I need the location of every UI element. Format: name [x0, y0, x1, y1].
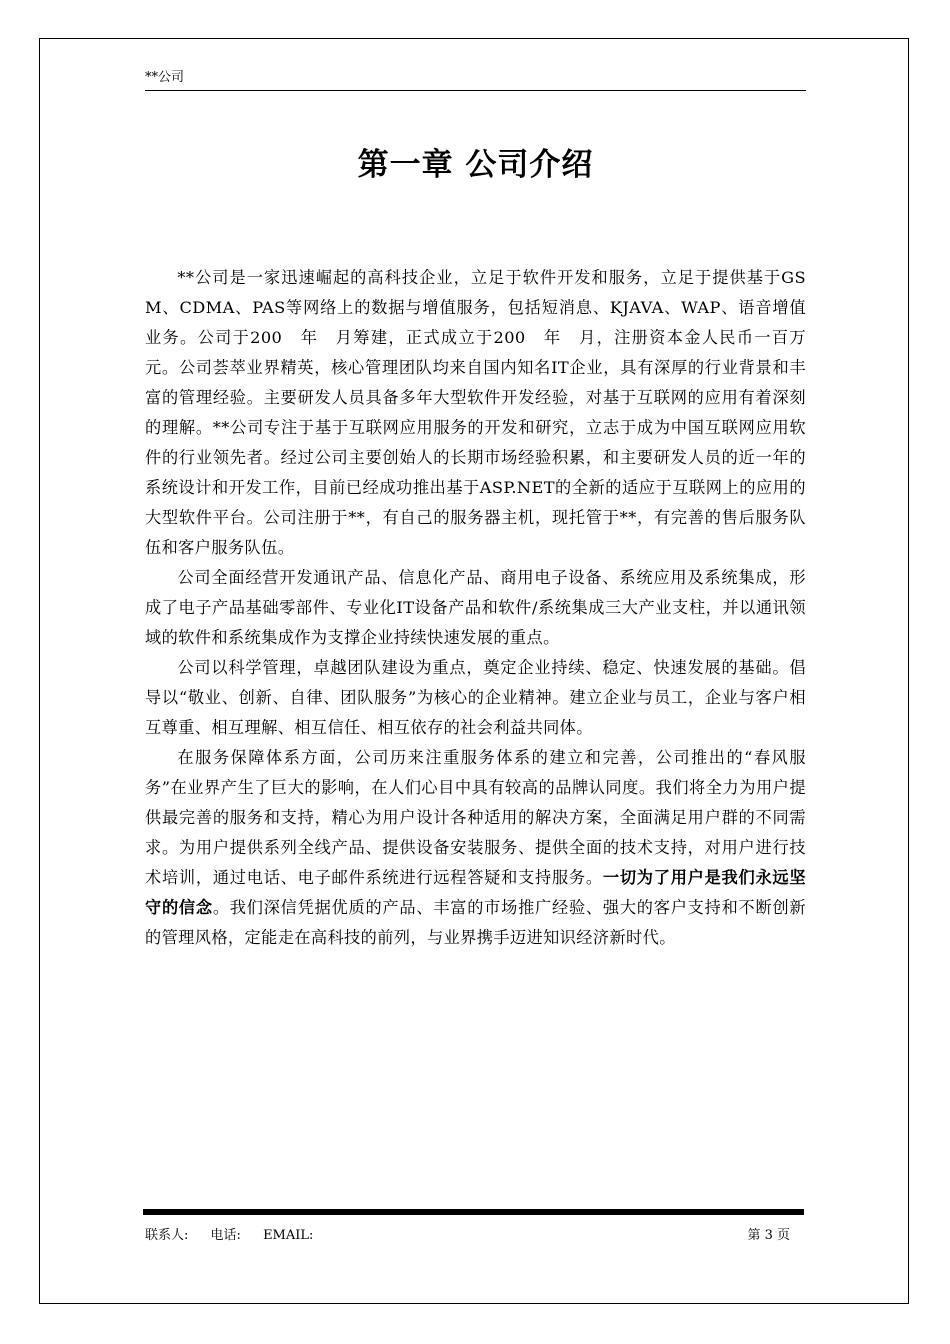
- paragraph-2-text: 公司全面经营开发通讯产品、信息化产品、商用电子设备、系统应用及系统集成，形成了电子产品基础零部件、专业化IT设备产品和软件/系统集成三大产业支柱，并以通讯领域的软件和系统集成作为支撑企业持续快速发展的重点。: [145, 568, 806, 647]
- footer-rule: [143, 1209, 804, 1215]
- paragraph-1: [145, 263, 806, 563]
- header-company: **公司: [145, 70, 185, 85]
- footer-page-number: 第 3 页: [747, 1228, 790, 1243]
- footer-email-label: EMAIL:: [263, 1228, 314, 1243]
- paragraph-3-text: 公司以科学管理，卓越团队建设为重点，奠定企业持续、稳定、快速发展的基础。倡导以“敬业、创新、自律、团队服务”为核心的企业精神。建立企业与员工，企业与客户相互尊重、相互理解、相互信任、相互依存的社会利益共同体。: [145, 658, 806, 737]
- paragraph-2: [145, 563, 806, 653]
- page-header: [145, 68, 806, 91]
- footer-contact-label: 联系人:: [145, 1228, 189, 1243]
- paragraph-4-bold-motto: 一切为了用户是我们永远坚守的信念: [145, 868, 806, 917]
- paragraph-4-text: 在服务保障体系方面，公司历来注重服务体系的建立和完善，公司推出的“春风服务”在业界产生了巨大的影响，在人们心目中具有较高的品牌认同度。我们将全力为用户提供最完善的服务和支持，精心为用户设计各种适用的解决方案，全面满足用户群的不同需求。为用户提供系列全线产品、提供设备安装服务、提供全面的技术支持，对用户进行技术培训，通过电话、电子邮件系统进行远程答疑和支持服务。: [145, 748, 806, 887]
- paragraph-4: [145, 743, 806, 953]
- page-footer: [145, 1227, 790, 1245]
- chapter-title: 第一章 公司介绍: [357, 147, 594, 183]
- paragraph-3: [145, 653, 806, 743]
- footer-phone-label: 电话:: [210, 1228, 241, 1243]
- paragraph-1-text: **公司是一家迅速崛起的高科技企业，立足于软件开发和服务，立足于提供基于GSM、CDMA、PAS等网络上的数据与增值服务，包括短消息、KJAVA、WAP、语音增值业务。公司于200 年 月筹建，正式成立于200 年 月，注册资本金人民币一百万元。公司荟萃业界精英，核心管理团队均来自国内知名IT企业，具有深厚的行业背景和丰富的管理经验。主要研发人员具备多年大型软件开发经验，对基于互联网的应用有着深刻的理解。**公司专注于基于互联网应用服务的开发和研究，立志于成为中国互联网应用软件的行业领先者。经过公司主要创始人的长期市场经验积累，和主要研发人员的近一年的系统设计和开发工作，目前已经成功推出基于ASP.NET的全新的适应于互联网上的应用的大型软件平台。公司注册于**，有自己的服务器主机，现托管于**，有完善的售后服务队伍和客户服务队伍。: [145, 268, 806, 557]
- paragraph-4-text-end: 。我们深信凭据优质的产品、丰富的市场推广经验、强大的客户支持和不断创新的管理风格，定能走在高科技的前列，与业界携手迈进知识经济新时代。: [145, 898, 806, 947]
- body-text: [145, 263, 806, 953]
